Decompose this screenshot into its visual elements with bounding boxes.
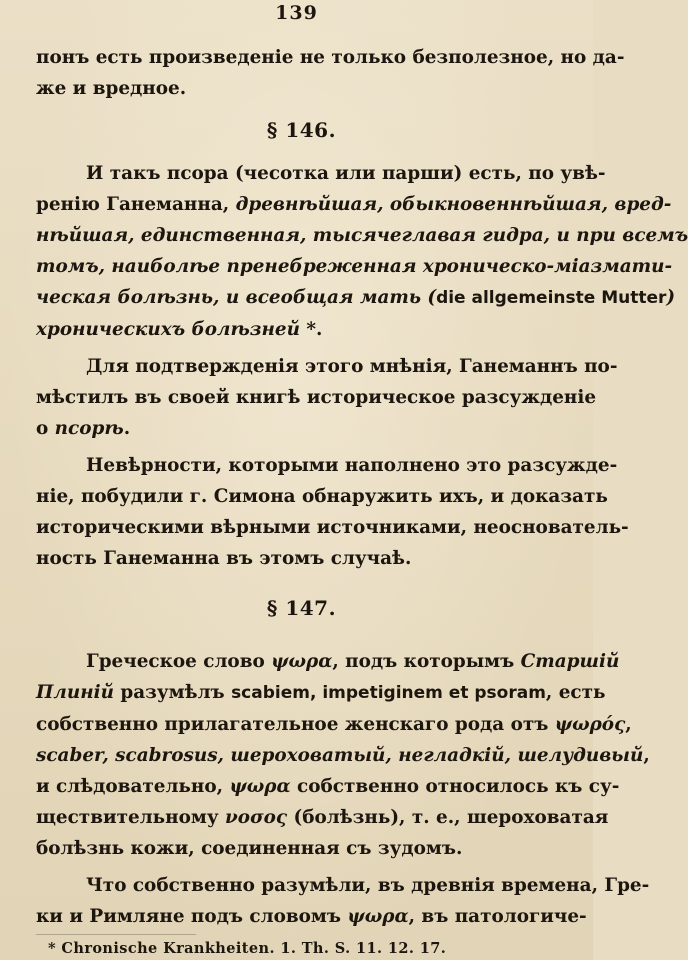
paragraph-ancient-meaning <box>36 870 650 932</box>
text-line: ніе, побудили г. Симона обнаружить ихъ, и доказать <box>36 486 608 507</box>
footnote-rule <box>36 934 196 935</box>
section-heading-147: § 147. <box>266 596 337 620</box>
text-line: Греческое слово ψωρα, подъ которымъ Старшій <box>86 651 620 672</box>
text-line: томъ, наиболѣе пренебреженная хроническо-міазмати- <box>36 256 673 277</box>
text-line: же и вредное. <box>36 78 187 99</box>
text-line: Для подтвержденія этого мнѣнія, Ганеманнъ по- <box>86 356 618 377</box>
text-line: И такъ псора (чесотка или парши) есть, по увѣ- <box>86 163 606 184</box>
body-text <box>36 42 688 932</box>
text-line: и слѣдовательно, ψωρα собственно относилось къ су- <box>36 776 620 797</box>
text-line: мѣстилъ въ своей книгѣ историческое разсужденіе <box>36 387 597 408</box>
paragraph-simon-refutation <box>36 450 629 574</box>
text-line: Невѣрности, которыми наполнено это разсужде- <box>86 455 618 476</box>
text-line: ность Ганеманна въ этомъ случаѣ. <box>36 548 412 569</box>
footnote: * Chronische Krankheiten. 1. Th. S. 11. 12. 17. <box>48 940 447 957</box>
text-line: ществительному νοσος (болѣзнь), т. е., шероховатая <box>36 807 609 828</box>
text-line: ческая болѣзнь, и всеобщая мать (die allgemeinste Mutter) <box>36 287 676 308</box>
text-line: историческими вѣрными источниками, неоснователь- <box>36 517 629 538</box>
footnote-marker: *. <box>300 319 323 340</box>
text-line: Плиній разумѣлъ scabiem, impetiginem et psoram, есть <box>36 682 606 703</box>
text-line: ки и Римляне подъ словомъ ψωρα, въ патологиче- <box>36 906 587 927</box>
text-line: понъ есть произведеніе не только безполезное, но да- <box>36 47 625 68</box>
paragraph-psora-definition <box>36 158 688 345</box>
text-line: нѣйшая, единственная, тысячеглавая гидра, и при всемъ <box>36 225 688 246</box>
text-line: болѣзнь кожи, соединенная съ зудомъ. <box>36 838 463 859</box>
paragraph-greek-word <box>36 646 650 864</box>
paragraph-hahnemann-treatise <box>36 351 618 444</box>
text-line: о псорѣ. <box>36 418 131 439</box>
text-line: Что собственно разумѣли, въ древнія времена, Гре- <box>86 875 650 896</box>
section-heading-146: § 146. <box>266 118 337 142</box>
page-number: 139 <box>275 2 318 24</box>
text-line: хроническихъ болѣзней *. <box>36 319 323 340</box>
paragraph-continuation <box>36 42 625 104</box>
text-line: собственно прилагательное женскаго рода отъ ψωρός, <box>36 714 632 735</box>
text-line: ренію Ганеманна, древнѣйшая, обыкновеннѣйшая, вред- <box>36 194 672 215</box>
text-line: scaber, scabrosus, шероховатый, негладкій, шелудивый, <box>36 745 650 766</box>
